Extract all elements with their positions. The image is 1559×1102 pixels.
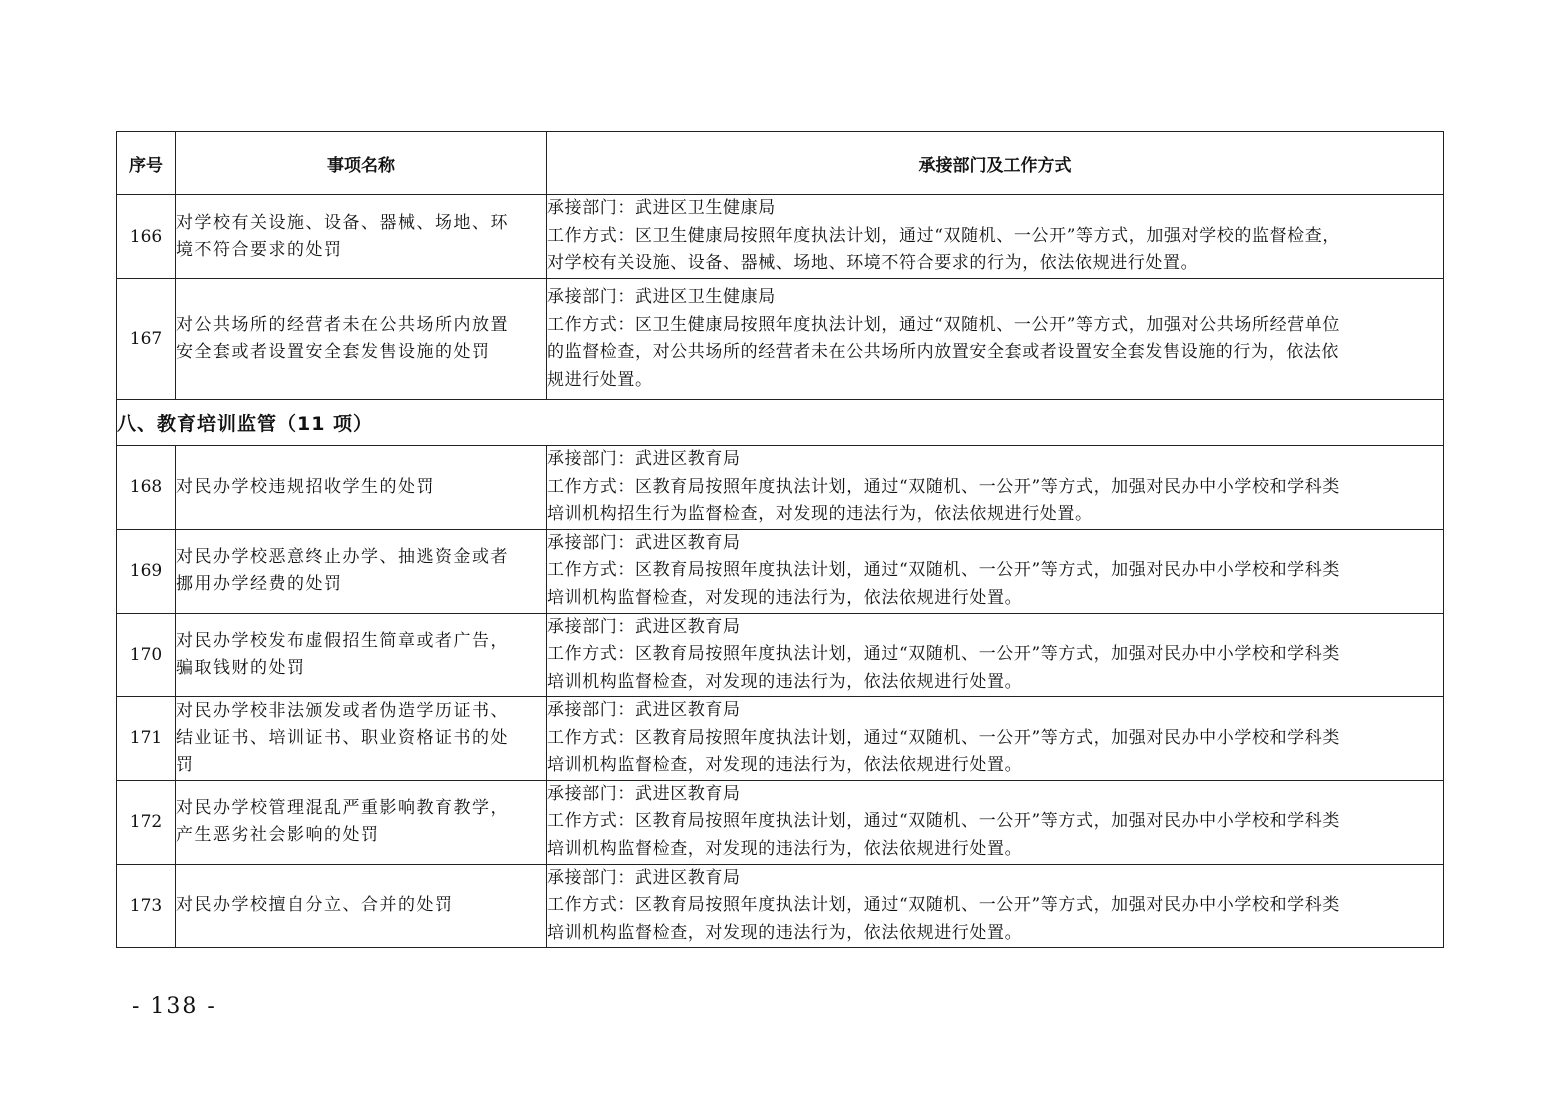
table-body-section-a — [117, 195, 1444, 400]
item-name-line: 对公共场所的经营者未在公共场所内放置 — [176, 315, 509, 335]
header-department-method: 承接部门及工作方式 — [547, 132, 1444, 195]
row-serial-number: 170 — [117, 613, 176, 697]
row-item-name — [176, 446, 547, 530]
department-method-line: 承接部门：武进区教育局 — [547, 532, 741, 553]
department-method-line: 承接部门：武进区教育局 — [547, 616, 741, 637]
section-heading: 八、教育培训监管（11 项） — [117, 400, 1444, 446]
item-name-line: 骗取钱财的处罚 — [176, 657, 306, 678]
item-name-line: 对民办学校违规招收学生的处罚 — [176, 476, 435, 497]
department-method-line: 的监督检查，对公共场所的经营者未在公共场所内放置安全套或者设置安全套发售设施的行为，依法依 — [547, 342, 1339, 362]
item-name-line: 产生恶劣社会影响的处罚 — [176, 825, 380, 845]
row-serial-number: 173 — [117, 864, 176, 948]
row-serial-number: 168 — [117, 446, 176, 530]
row-item-name — [176, 613, 547, 697]
row-item-name — [176, 529, 547, 613]
department-method-line: 规进行处置。 — [547, 369, 653, 390]
department-method-line: 工作方式：区卫生健康局按照年度执法计划，通过“双随机、一公开”等方式，加强对公共场所经营单位 — [547, 314, 1340, 335]
department-method-line: 工作方式：区教育局按照年度执法计划，通过“双随机、一公开”等方式，加强对民办中小学校和学科类 — [547, 560, 1340, 581]
row-item-name — [176, 864, 547, 948]
section-row — [117, 400, 1444, 446]
table-row — [117, 279, 1444, 400]
row-department-method — [547, 864, 1444, 948]
row-serial-number: 172 — [117, 780, 176, 864]
department-method-line: 承接部门：武进区教育局 — [547, 449, 741, 469]
row-serial-number: 171 — [117, 697, 176, 781]
table-body-section-b — [117, 446, 1444, 948]
items-table — [116, 131, 1444, 948]
item-name-line: 对民办学校恶意终止办学、抽逃资金或者 — [176, 547, 509, 567]
department-method-line: 培训机构招生行为监督检查，对发现的违法行为，依法依规进行处置。 — [547, 504, 1093, 524]
item-name-line: 对民办学校擅自分立、合并的处罚 — [176, 895, 454, 916]
table-row — [117, 780, 1444, 864]
table-row — [117, 697, 1444, 781]
department-method-line: 培训机构监督检查，对发现的违法行为，依法依规进行处置。 — [547, 838, 1023, 859]
item-name-line: 结业证书、培训证书、职业资格证书的处 — [176, 727, 509, 748]
department-method-line: 工作方式：区教育局按照年度执法计划，通过“双随机、一公开”等方式，加强对民办中小学校和学科类 — [547, 727, 1340, 748]
row-serial-number: 166 — [117, 195, 176, 279]
item-name-line: 对民办学校非法颁发或者伪造学历证书、 — [176, 700, 509, 721]
section-heading-body — [117, 400, 1444, 446]
table-row — [117, 529, 1444, 613]
row-serial-number: 169 — [117, 529, 176, 613]
item-name-line: 对民办学校管理混乱严重影响教育教学， — [176, 798, 509, 818]
header-row — [117, 132, 1444, 195]
table-row — [117, 613, 1444, 697]
department-method-line: 工作方式：区教育局按照年度执法计划，通过“双随机、一公开”等方式，加强对民办中小学校和学科类 — [547, 895, 1340, 915]
item-name-line: 境不符合要求的处罚 — [176, 239, 343, 260]
page-number: - 138 - — [132, 994, 217, 1019]
department-method-line: 承接部门：武进区教育局 — [547, 700, 741, 720]
row-department-method — [547, 446, 1444, 530]
department-method-line: 培训机构监督检查，对发现的违法行为，依法依规进行处置。 — [547, 671, 1023, 692]
department-method-line: 培训机构监督检查，对发现的违法行为，依法依规进行处置。 — [547, 755, 1023, 775]
row-item-name — [176, 780, 547, 864]
row-department-method — [547, 613, 1444, 697]
item-name-line: 安全套或者设置安全套发售设施的处罚 — [176, 342, 491, 362]
department-method-line: 培训机构监督检查，对发现的违法行为，依法依规进行处置。 — [547, 922, 1023, 943]
department-method-line: 工作方式：区卫生健康局按照年度执法计划，通过“双随机、一公开”等方式，加强对学校的监督检查， — [547, 225, 1340, 246]
department-method-line: 承接部门：武进区卫生健康局 — [547, 287, 776, 307]
row-item-name — [176, 279, 547, 400]
department-method-line: 承接部门：武进区教育局 — [547, 867, 741, 888]
department-method-line: 工作方式：区教育局按照年度执法计划，通过“双随机、一公开”等方式，加强对民办中小学校和学科类 — [547, 476, 1340, 497]
department-method-line: 工作方式：区教育局按照年度执法计划，通过“双随机、一公开”等方式，加强对民办中小学校和学科类 — [547, 644, 1340, 664]
department-method-line: 承接部门：武进区卫生健康局 — [547, 198, 776, 219]
table-row — [117, 864, 1444, 948]
department-method-line: 工作方式：区教育局按照年度执法计划，通过“双随机、一公开”等方式，加强对民办中小学校和学科类 — [547, 811, 1340, 832]
item-name-line: 对民办学校发布虚假招生简章或者广告， — [176, 630, 509, 651]
table-row — [117, 446, 1444, 530]
header-item-name: 事项名称 — [176, 132, 547, 195]
row-item-name — [176, 195, 547, 279]
row-serial-number: 167 — [117, 279, 176, 400]
row-department-method — [547, 529, 1444, 613]
item-name-line: 挪用办学经费的处罚 — [176, 574, 343, 594]
row-department-method — [547, 697, 1444, 781]
row-department-method — [547, 780, 1444, 864]
row-department-method — [547, 195, 1444, 279]
item-name-line: 罚 — [176, 754, 195, 775]
table-row — [117, 195, 1444, 279]
table-header — [117, 132, 1444, 195]
row-item-name — [176, 697, 547, 781]
department-method-line: 培训机构监督检查，对发现的违法行为，依法依规进行处置。 — [547, 587, 1023, 608]
department-method-line: 承接部门：武进区教育局 — [547, 783, 741, 804]
row-department-method — [547, 279, 1444, 400]
item-name-line: 对学校有关设施、设备、器械、场地、环 — [176, 212, 509, 233]
header-serial-number: 序号 — [117, 132, 176, 195]
department-method-line: 对学校有关设施、设备、器械、场地、环境不符合要求的行为，依法依规进行处置。 — [547, 253, 1199, 274]
